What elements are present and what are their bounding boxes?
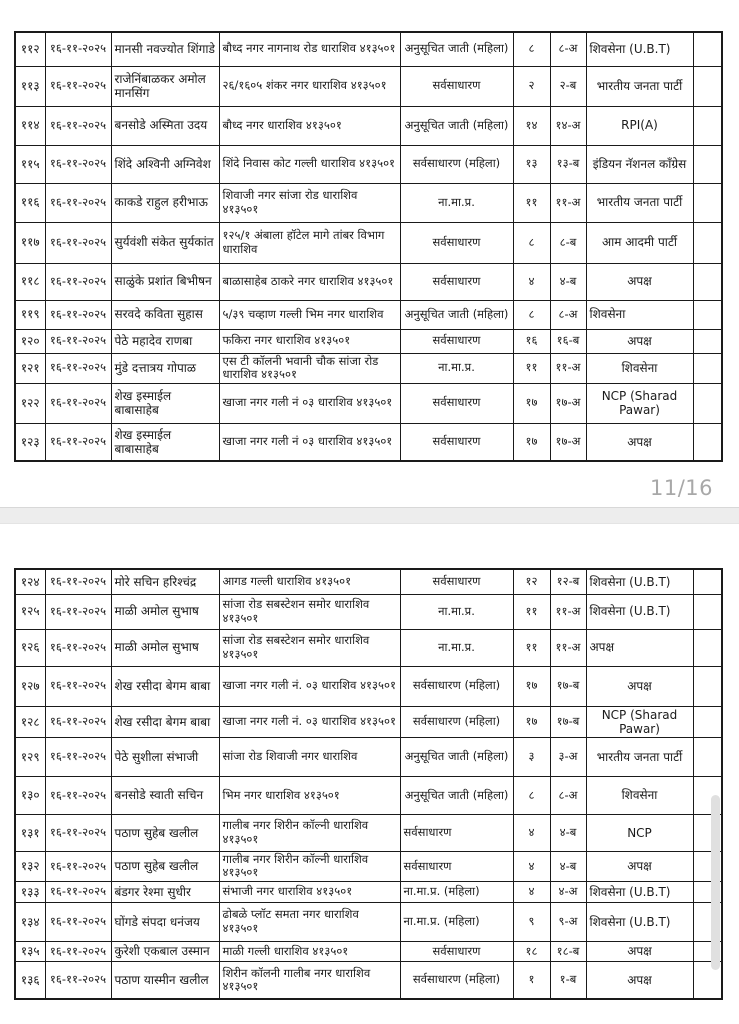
name-cell: राजेनिंबाळकर अमोल मानसिंग [111,66,219,106]
party-cell: भारतीय जनता पार्टी [586,66,693,106]
date-cell: १६-११-२०२५ [45,961,111,999]
category-cell: सर्वसाधारण [400,851,513,881]
blank-cell [693,145,722,183]
ward-code-cell: ४-ब [550,263,586,300]
party-cell: शिवसेना (U.B.T) [586,902,693,941]
table-row [15,183,722,222]
serial-cell: १३० [15,776,45,814]
ward-code-cell: ८-अ [550,32,586,66]
party-cell: इंडियन नॅशनल कॉंग्रेस [586,145,693,183]
date-cell: १६-११-२०२५ [45,851,111,881]
serial-cell: १२२ [15,383,45,423]
blank-cell [693,706,722,737]
date-cell: १६-११-२०२५ [45,329,111,353]
name-cell: पठाण सुहेब खलील [111,814,219,851]
date-cell: १६-११-२०२५ [45,353,111,383]
address-cell: बौध्द नगर धाराशिव ४१३५०१ [219,106,400,145]
address-cell: एस टी कॉलनी भवानी चौक सांजा रोड धाराशिव ४१३५०१ [219,353,400,383]
serial-cell: १२५ [15,594,45,629]
address-cell: खाजा नगर गली नं ०३ धाराशिव ४१३५०१ [219,383,400,423]
table-row [15,32,722,66]
category-cell: सर्वसाधारण [400,329,513,353]
date-cell: १६-११-२०२५ [45,594,111,629]
ward-code-cell: ११-अ [550,183,586,222]
serial-cell: १२७ [15,666,45,706]
date-cell: १६-११-२०२५ [45,66,111,106]
serial-cell: १३४ [15,902,45,941]
party-cell: शिवसेना [586,776,693,814]
date-cell: १६-११-२०२५ [45,881,111,902]
serial-cell: ११२ [15,32,45,66]
serial-cell: ११५ [15,145,45,183]
blank-cell [693,32,722,66]
address-cell: शिरीन कॉलनी गालीब नगर धाराशिव ४१३५०१ [219,961,400,999]
table-row [15,881,722,902]
date-cell: १६-११-२०२५ [45,941,111,961]
name-cell: साळुंके प्रशांत बिभीषन [111,263,219,300]
date-cell: १६-११-२०२५ [45,737,111,776]
name-cell: शिंदे अश्विनी अग्निवेश [111,145,219,183]
date-cell: १६-११-२०२५ [45,629,111,666]
blank-cell [693,737,722,776]
party-cell: अपक्ष [586,629,693,666]
party-cell: अपक्ष [586,263,693,300]
table-row [15,353,722,383]
page-separator-band [0,507,739,524]
blank-cell [693,106,722,145]
category-cell: अनुसूचित जाती (महिला) [400,106,513,145]
category-cell: सर्वसाधारण [400,941,513,961]
ward-code-cell: ११-अ [550,629,586,666]
ward-number-cell: १७ [513,383,550,423]
ward-number-cell: ११ [513,594,550,629]
table-row [15,329,722,353]
name-cell: शेख इस्माईल बाबासाहेब [111,383,219,423]
category-cell: अनुसूचित जाती (महिला) [400,737,513,776]
ward-code-cell: ४-ब [550,851,586,881]
serial-cell: १२४ [15,569,45,594]
category-cell: ना.मा.प्र. (महिला) [400,881,513,902]
table-row [15,776,722,814]
ward-code-cell: ४-अ [550,881,586,902]
category-cell: सर्वसाधारण (महिला) [400,961,513,999]
ward-number-cell: ४ [513,263,550,300]
date-cell: १६-११-२०२५ [45,263,111,300]
date-cell: १६-११-२०२५ [45,569,111,594]
ward-code-cell: ८-अ [550,300,586,329]
candidate-table-lower [14,568,723,1000]
date-cell: १६-११-२०२५ [45,222,111,263]
name-cell: सरवदे कविता सुहास [111,300,219,329]
name-cell: बनसोडे अस्मिता उदय [111,106,219,145]
blank-cell [693,263,722,300]
party-cell: अपक्ष [586,666,693,706]
category-cell: ना.मा.प्र. [400,629,513,666]
table-row [15,263,722,300]
ward-code-cell: १७-ब [550,706,586,737]
name-cell: पेठे सुशीला संभाजी [111,737,219,776]
blank-cell [693,300,722,329]
table-row [15,814,722,851]
address-cell: बाळासाहेब ठाकरे नगर धाराशिव ४१३५०१ [219,263,400,300]
page-indicator: 11/16 [649,476,713,500]
blank-cell [693,629,722,666]
ward-code-cell: १७-ब [550,666,586,706]
ward-code-cell: १७-अ [550,383,586,423]
address-cell: ढोबळे प्लॉट समता नगर धाराशिव ४१३५०१ [219,902,400,941]
ward-code-cell: १२-ब [550,569,586,594]
address-cell: २६/१६०५ शंकर नगर धाराशिव ४१३५०१ [219,66,400,106]
ward-code-cell: ११-अ [550,353,586,383]
category-cell: अनुसूचित जाती (महिला) [400,300,513,329]
blank-cell [693,569,722,594]
address-cell: सांजा रोड सबस्टेशन समोर धाराशिव ४१३५०१ [219,594,400,629]
table-row [15,629,722,666]
ward-number-cell: १ [513,961,550,999]
table-row [15,300,722,329]
party-cell: अपक्ष [586,329,693,353]
ward-number-cell: ३ [513,737,550,776]
date-cell: १६-११-२०२५ [45,776,111,814]
party-cell: NCP (Sharad Pawar) [586,706,693,737]
ward-number-cell: ८ [513,32,550,66]
serial-cell: ११४ [15,106,45,145]
party-cell: शिवसेना (U.B.T) [586,881,693,902]
name-cell: मोरे सचिन हरिश्चंद्र [111,569,219,594]
address-cell: संभाजी नगर धाराशिव ४१३५०१ [219,881,400,902]
category-cell: सर्वसाधारण [400,263,513,300]
address-cell: बौध्द नगर नागनाथ रोड धाराशिव ४१३५०१ [219,32,400,66]
category-cell: ना.मा.प्र. [400,594,513,629]
ward-code-cell: ४-ब [550,814,586,851]
ward-code-cell: १७-अ [550,423,586,461]
party-cell: NCP [586,814,693,851]
category-cell: सर्वसाधारण [400,66,513,106]
category-cell: ना.मा.प्र. [400,353,513,383]
ward-code-cell: १४-अ [550,106,586,145]
name-cell: माळी अमोल सुभाष [111,629,219,666]
ward-number-cell: १३ [513,145,550,183]
blank-cell [693,222,722,263]
serial-cell: ११७ [15,222,45,263]
blank-cell [693,423,722,461]
party-cell: अपक्ष [586,941,693,961]
date-cell: १६-११-२०२५ [45,183,111,222]
ward-code-cell: १३-ब [550,145,586,183]
scrollbar-thumb[interactable] [711,795,720,970]
name-cell: घोंगडे संपदा धनंजय [111,902,219,941]
date-cell: १६-११-२०२५ [45,145,111,183]
category-cell: सर्वसाधारण [400,423,513,461]
category-cell: सर्वसाधारण [400,383,513,423]
party-cell: अपक्ष [586,961,693,999]
serial-cell: १३६ [15,961,45,999]
category-cell: सर्वसाधारण [400,814,513,851]
date-cell: १६-११-२०२५ [45,106,111,145]
table-row [15,222,722,263]
table-row [15,902,722,941]
date-cell: १६-११-२०२५ [45,902,111,941]
ward-number-cell: १७ [513,423,550,461]
name-cell: बंडगर रेश्मा सुधीर [111,881,219,902]
table-row [15,66,722,106]
date-cell: १६-११-२०२५ [45,32,111,66]
ward-number-cell: ८ [513,776,550,814]
name-cell: माळी अमोल सुभाष [111,594,219,629]
blank-cell [693,329,722,353]
table-row [15,666,722,706]
party-cell: आम आदमी पार्टी [586,222,693,263]
ward-number-cell: १२ [513,569,550,594]
serial-cell: १३५ [15,941,45,961]
serial-cell: ११९ [15,300,45,329]
address-cell: शिवाजी नगर सांजा रोड धाराशिव ४१३५०१ [219,183,400,222]
name-cell: सुर्यवंशी संकेत सुर्यकांत [111,222,219,263]
ward-code-cell: ११-अ [550,594,586,629]
party-cell: अपक्ष [586,851,693,881]
name-cell: शेख रसीदा बेगम बाबा [111,666,219,706]
party-cell: शिवसेना (U.B.T) [586,594,693,629]
name-cell: शेख रसीदा बेगम बाबा [111,706,219,737]
ward-code-cell: १६-ब [550,329,586,353]
ward-code-cell: ३-अ [550,737,586,776]
address-cell: भिम नगर धाराशिव ४१३५०१ [219,776,400,814]
table-row [15,851,722,881]
category-cell: सर्वसाधारण (महिला) [400,666,513,706]
date-cell: १६-११-२०२५ [45,383,111,423]
blank-cell [693,183,722,222]
table-row [15,961,722,999]
address-cell: शिंदे निवास कोट गल्ली धाराशिव ४१३५०१ [219,145,400,183]
name-cell: पठाण सुहेब खलील [111,851,219,881]
category-cell: ना.मा.प्र. [400,183,513,222]
blank-cell [693,66,722,106]
serial-cell: ११८ [15,263,45,300]
name-cell: कुरेशी एकबाल उस्मान [111,941,219,961]
table-row [15,594,722,629]
serial-cell: १२८ [15,706,45,737]
table-row [15,145,722,183]
serial-cell: १२९ [15,737,45,776]
serial-cell: १२० [15,329,45,353]
serial-cell: १२३ [15,423,45,461]
date-cell: १६-११-२०२५ [45,814,111,851]
table-row [15,423,722,461]
ward-number-cell: १६ [513,329,550,353]
ward-number-cell: ८ [513,300,550,329]
ward-number-cell: १४ [513,106,550,145]
party-cell: शिवसेना (U.B.T) [586,32,693,66]
address-cell: सांजा रोड सबस्टेशन समोर धाराशिव ४१३५०१ [219,629,400,666]
address-cell: खाजा नगर गली नं ०३ धाराशिव ४१३५०१ [219,423,400,461]
party-cell: अपक्ष [586,423,693,461]
ward-number-cell: १७ [513,666,550,706]
table-row [15,569,722,594]
party-cell: शिवसेना [586,353,693,383]
date-cell: १६-११-२०२५ [45,666,111,706]
date-cell: १६-११-२०२५ [45,300,111,329]
blank-cell [693,383,722,423]
party-cell: शिवसेना [586,300,693,329]
table-row [15,941,722,961]
table-row [15,383,722,423]
ward-number-cell: ११ [513,183,550,222]
category-cell: सर्वसाधारण (महिला) [400,706,513,737]
category-cell: सर्वसाधारण (महिला) [400,145,513,183]
blank-cell [693,666,722,706]
name-cell: बनसोडे स्वाती सचिन [111,776,219,814]
category-cell: सर्वसाधारण [400,222,513,263]
ward-number-cell: ८ [513,222,550,263]
address-cell: खाजा नगर गली नं. ०३ धाराशिव ४१३५०१ [219,666,400,706]
address-cell: माळी गल्ली धाराशिव ४१३५०१ [219,941,400,961]
ward-number-cell: ४ [513,814,550,851]
serial-cell: १३१ [15,814,45,851]
blank-cell [693,594,722,629]
party-cell: NCP (Sharad Pawar) [586,383,693,423]
ward-code-cell: २-ब [550,66,586,106]
party-cell: भारतीय जनता पार्टी [586,183,693,222]
ward-number-cell: ४ [513,881,550,902]
address-cell: फकिरा नगर धाराशिव ४१३५०१ [219,329,400,353]
serial-cell: १२६ [15,629,45,666]
ward-number-cell: ११ [513,629,550,666]
table-row [15,737,722,776]
serial-cell: ११३ [15,66,45,106]
name-cell: पेठे महादेव राणबा [111,329,219,353]
ward-number-cell: ११ [513,353,550,383]
category-cell: ना.मा.प्र. (महिला) [400,902,513,941]
serial-cell: ११६ [15,183,45,222]
name-cell: काकडे राहुल हरीभाऊ [111,183,219,222]
party-cell: शिवसेना (U.B.T) [586,569,693,594]
party-cell: RPI(A) [586,106,693,145]
serial-cell: १३२ [15,851,45,881]
ward-code-cell: १८-ब [550,941,586,961]
address-cell: सांजा रोड शिवाजी नगर धाराशिव [219,737,400,776]
blank-cell [693,353,722,383]
name-cell: शेख इस्माईल बाबासाहेब [111,423,219,461]
address-cell: खाजा नगर गली नं. ०३ धाराशिव ४१३५०१ [219,706,400,737]
ward-number-cell: ४ [513,851,550,881]
ward-code-cell: ९-अ [550,902,586,941]
serial-cell: १२१ [15,353,45,383]
ward-code-cell: ८-अ [550,776,586,814]
category-cell: सर्वसाधारण [400,569,513,594]
name-cell: पठाण यास्मीन खलील [111,961,219,999]
table-row [15,706,722,737]
candidate-table-upper [14,31,723,462]
ward-code-cell: ८-ब [550,222,586,263]
name-cell: मुंडे दत्तात्रय गोपाळ [111,353,219,383]
category-cell: अनुसूचित जाती (महिला) [400,32,513,66]
ward-number-cell: २ [513,66,550,106]
party-cell: भारतीय जनता पार्टी [586,737,693,776]
date-cell: १६-११-२०२५ [45,423,111,461]
address-cell: १२५/१ अंबाला हॉटेल मागे तांबर विभाग धाराशिव [219,222,400,263]
ward-number-cell: ९ [513,902,550,941]
ward-number-cell: १७ [513,706,550,737]
ward-code-cell: १-ब [550,961,586,999]
name-cell: मानसी नवज्योत शिंगाडे [111,32,219,66]
address-cell: ५/३९ चव्हाण गल्ली भिम नगर धाराशिव [219,300,400,329]
category-cell: अनुसूचित जाती (महिला) [400,776,513,814]
table-row [15,106,722,145]
address-cell: गालीब नगर शिरीन कॉल्नी धाराशिव ४१३५०१ [219,851,400,881]
date-cell: १६-११-२०२५ [45,706,111,737]
address-cell: गालीब नगर शिरीन कॉल्नी धाराशिव ४१३५०१ [219,814,400,851]
ward-number-cell: १८ [513,941,550,961]
serial-cell: १३३ [15,881,45,902]
address-cell: आगड गल्ली धाराशिव ४१३५०१ [219,569,400,594]
